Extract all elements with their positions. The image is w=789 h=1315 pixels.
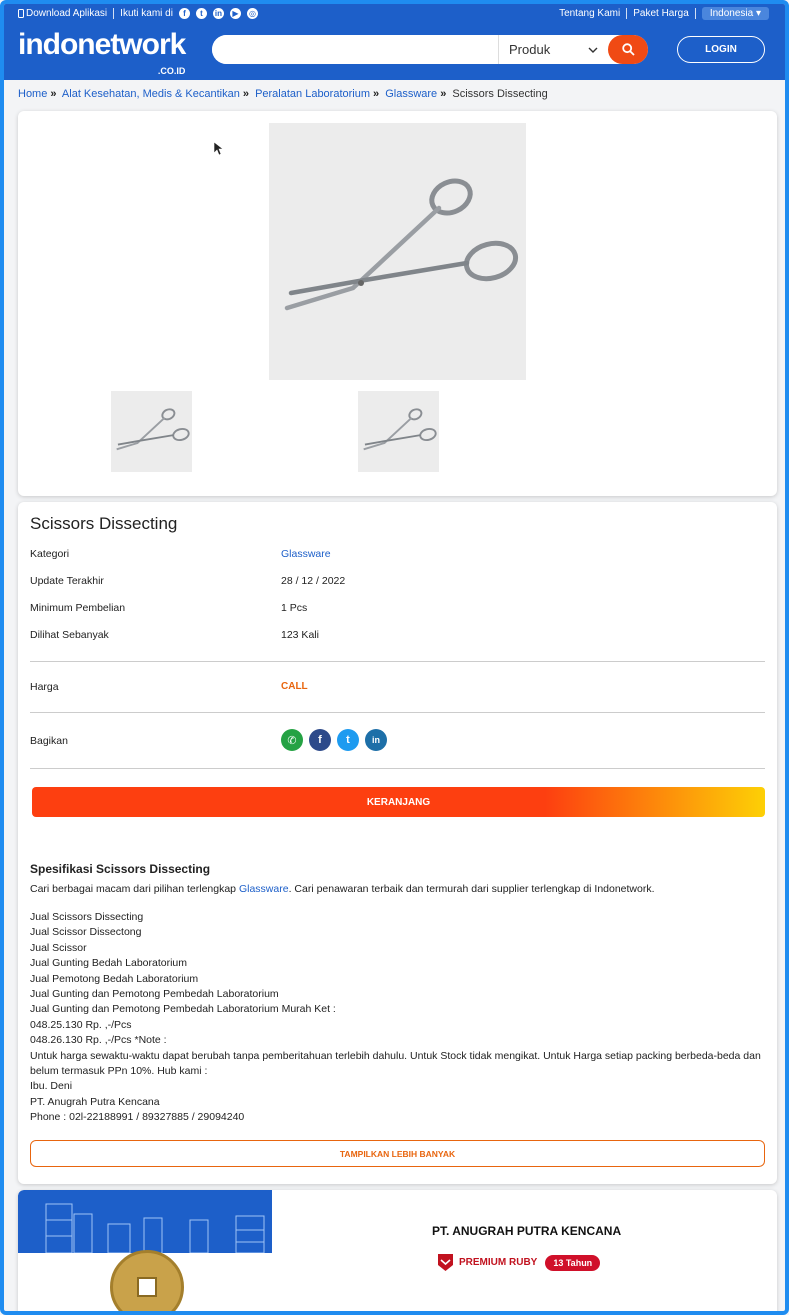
seller-badges [438,1254,600,1271]
detail-value: 28 / 12 / 2022 [281,575,346,587]
coin-center [137,1277,157,1297]
breadcrumb-separator: » [440,88,447,100]
breadcrumb-separator: » [242,88,249,100]
seller-banner [18,1190,272,1253]
price-value[interactable]: CALL [281,681,308,692]
login-button[interactable]: LOGIN [677,36,765,63]
chevron-down-icon [588,47,598,53]
breadcrumb [18,88,548,100]
spec-line: 048.25.130 Rp. ,-/Pcs [30,1018,132,1031]
language-selector[interactable]: Indonesia ▾ [702,7,769,20]
facebook-icon[interactable]: f [179,8,190,19]
spec-line: PT. Anugrah Putra Kencana [30,1095,160,1108]
breadcrumb-glassware[interactable]: Glassware [385,88,438,100]
share-row [30,729,410,753]
premium-ruby-badge [438,1254,537,1271]
detail-label: Update Terakhir [30,575,104,587]
download-app-label: Download Aplikasi [26,7,108,19]
detail-value: 1 Pcs [281,602,308,614]
detail-value: 123 Kali [281,629,319,641]
scissors-thumbnail-image [111,391,192,472]
breadcrumb-lab-equipment[interactable]: Peralatan Laboratorium [255,88,371,100]
instagram-icon[interactable]: ◎ [247,8,258,19]
show-more-button[interactable]: TAMPILKAN LEBIH BANYAK [30,1140,765,1167]
breadcrumb-separator: » [50,88,57,100]
breadcrumb-health[interactable]: Alat Kesehatan, Medis & Kecantikan [61,88,240,100]
search-icon [622,43,635,56]
youtube-icon[interactable]: ▶ [230,8,241,19]
share-label: Bagikan [30,735,68,747]
breadcrumb-current: Scissors Dissecting [452,88,548,100]
logo-subtext: .CO.ID [157,66,186,76]
seller-badge-icon [110,1250,184,1315]
breadcrumb-separator: » [373,88,380,100]
spec-line: Phone : 02l-22188991 / 89327885 / 29094240 [30,1111,245,1124]
spec-line: Jual Gunting dan Pemotong Pembedah Laboratorium [30,988,279,1001]
detail-row-updated [30,575,346,587]
language-label: Indonesia [709,7,754,19]
spec-line: 048.26.130 Rp. ,-/Pcs *Note : [30,1034,167,1047]
years-badge: 13 Tahun [545,1255,600,1271]
spec-title: Spesifikasi Scissors Dissecting [30,862,211,876]
search-category-label: Produk [509,42,551,57]
detail-row-min-order [30,602,308,614]
spec-line: Jual Gunting Bedah Laboratorium [30,957,188,970]
search-input[interactable] [212,35,498,64]
ruby-icon [438,1254,453,1271]
site-header [4,4,785,80]
about-link[interactable]: Tentang Kami [559,7,621,19]
detail-label: Dilihat Sebanyak [30,629,109,641]
spec-intro [30,883,655,895]
spec-intro-text: . Cari penawaran terbaik dan termurah dari supplier terlengkap di Indonetwork. [288,883,655,895]
add-to-cart-button[interactable]: KERANJANG [32,787,765,817]
search-button[interactable] [608,35,648,64]
spec-category-link[interactable]: Glassware [238,883,289,895]
detail-label: Kategori [30,548,70,560]
category-link[interactable]: Glassware [281,548,331,560]
spec-line: Jual Scissor Dissectong [30,926,142,939]
spec-line: Jual Scissor [30,941,87,954]
search-bar [212,35,648,64]
breadcrumb-home[interactable]: Home [18,88,48,100]
detail-row-views [30,629,319,641]
whatsapp-icon[interactable]: ✆ [281,729,303,751]
share-buttons [281,729,387,751]
follow-us-label: Ikuti kami di [120,7,173,19]
spec-line: Jual Pemotong Bedah Laboratorium [30,972,199,985]
product-main-image[interactable] [269,123,526,380]
product-info [18,502,777,1184]
search-category-select[interactable] [498,35,608,64]
linkedin-icon[interactable]: in [214,8,223,18]
scissors-thumbnail-image [358,391,439,472]
city-buildings-icon [18,1190,272,1253]
phone-icon [18,9,24,18]
spec-description [30,910,765,1128]
divider [30,712,765,713]
top-bar [18,6,769,20]
divider [30,661,765,662]
site-logo[interactable] [18,30,185,86]
download-app-link[interactable] [18,8,107,19]
spec-line: Jual Scissors Dissecting [30,911,144,923]
spec-line: Jual Gunting dan Pemotong Pembedah Laboratorium Murah Ket : [30,1003,336,1016]
product-thumbnail[interactable] [358,391,439,472]
logo-text: indonetwork [18,28,186,61]
spec-line: Ibu. Deni [30,1080,73,1093]
product-gallery [18,111,777,496]
pricing-link[interactable]: Paket Harga [633,7,689,19]
twitter-icon[interactable]: t [337,729,359,751]
product-thumbnail[interactable] [111,391,192,472]
spec-line: Untuk harga sewaktu-waktu dapat berubah tanpa pemberitahuan terlebih dahulu. Untuk Stock tidak mengikat. Untuk Harga setiap packing berbeda-beda dan belum termasuk PPn 10%. Hub kami : [30,1049,761,1078]
spec-intro-text: Cari berbagai macam dari pilihan terlengkap [30,883,239,895]
divider [626,8,627,19]
tier-label: PREMIUM RUBY [459,1257,538,1268]
product-title: Scissors Dissecting [30,514,178,533]
price-label: Harga [30,681,59,693]
seller-name[interactable]: PT. ANUGRAH PUTRA KENCANA [432,1224,622,1238]
twitter-icon[interactable]: t [196,8,207,19]
divider [695,8,696,19]
facebook-icon[interactable]: f [309,729,331,751]
price-row [30,681,308,693]
mouse-cursor-icon [214,142,223,156]
linkedin-icon[interactable]: in [365,729,387,751]
scissors-image [269,123,526,380]
detail-row-category [30,548,331,560]
divider [113,8,114,19]
detail-label: Minimum Pembelian [30,602,126,614]
divider [30,768,765,769]
seller-card [18,1190,777,1315]
